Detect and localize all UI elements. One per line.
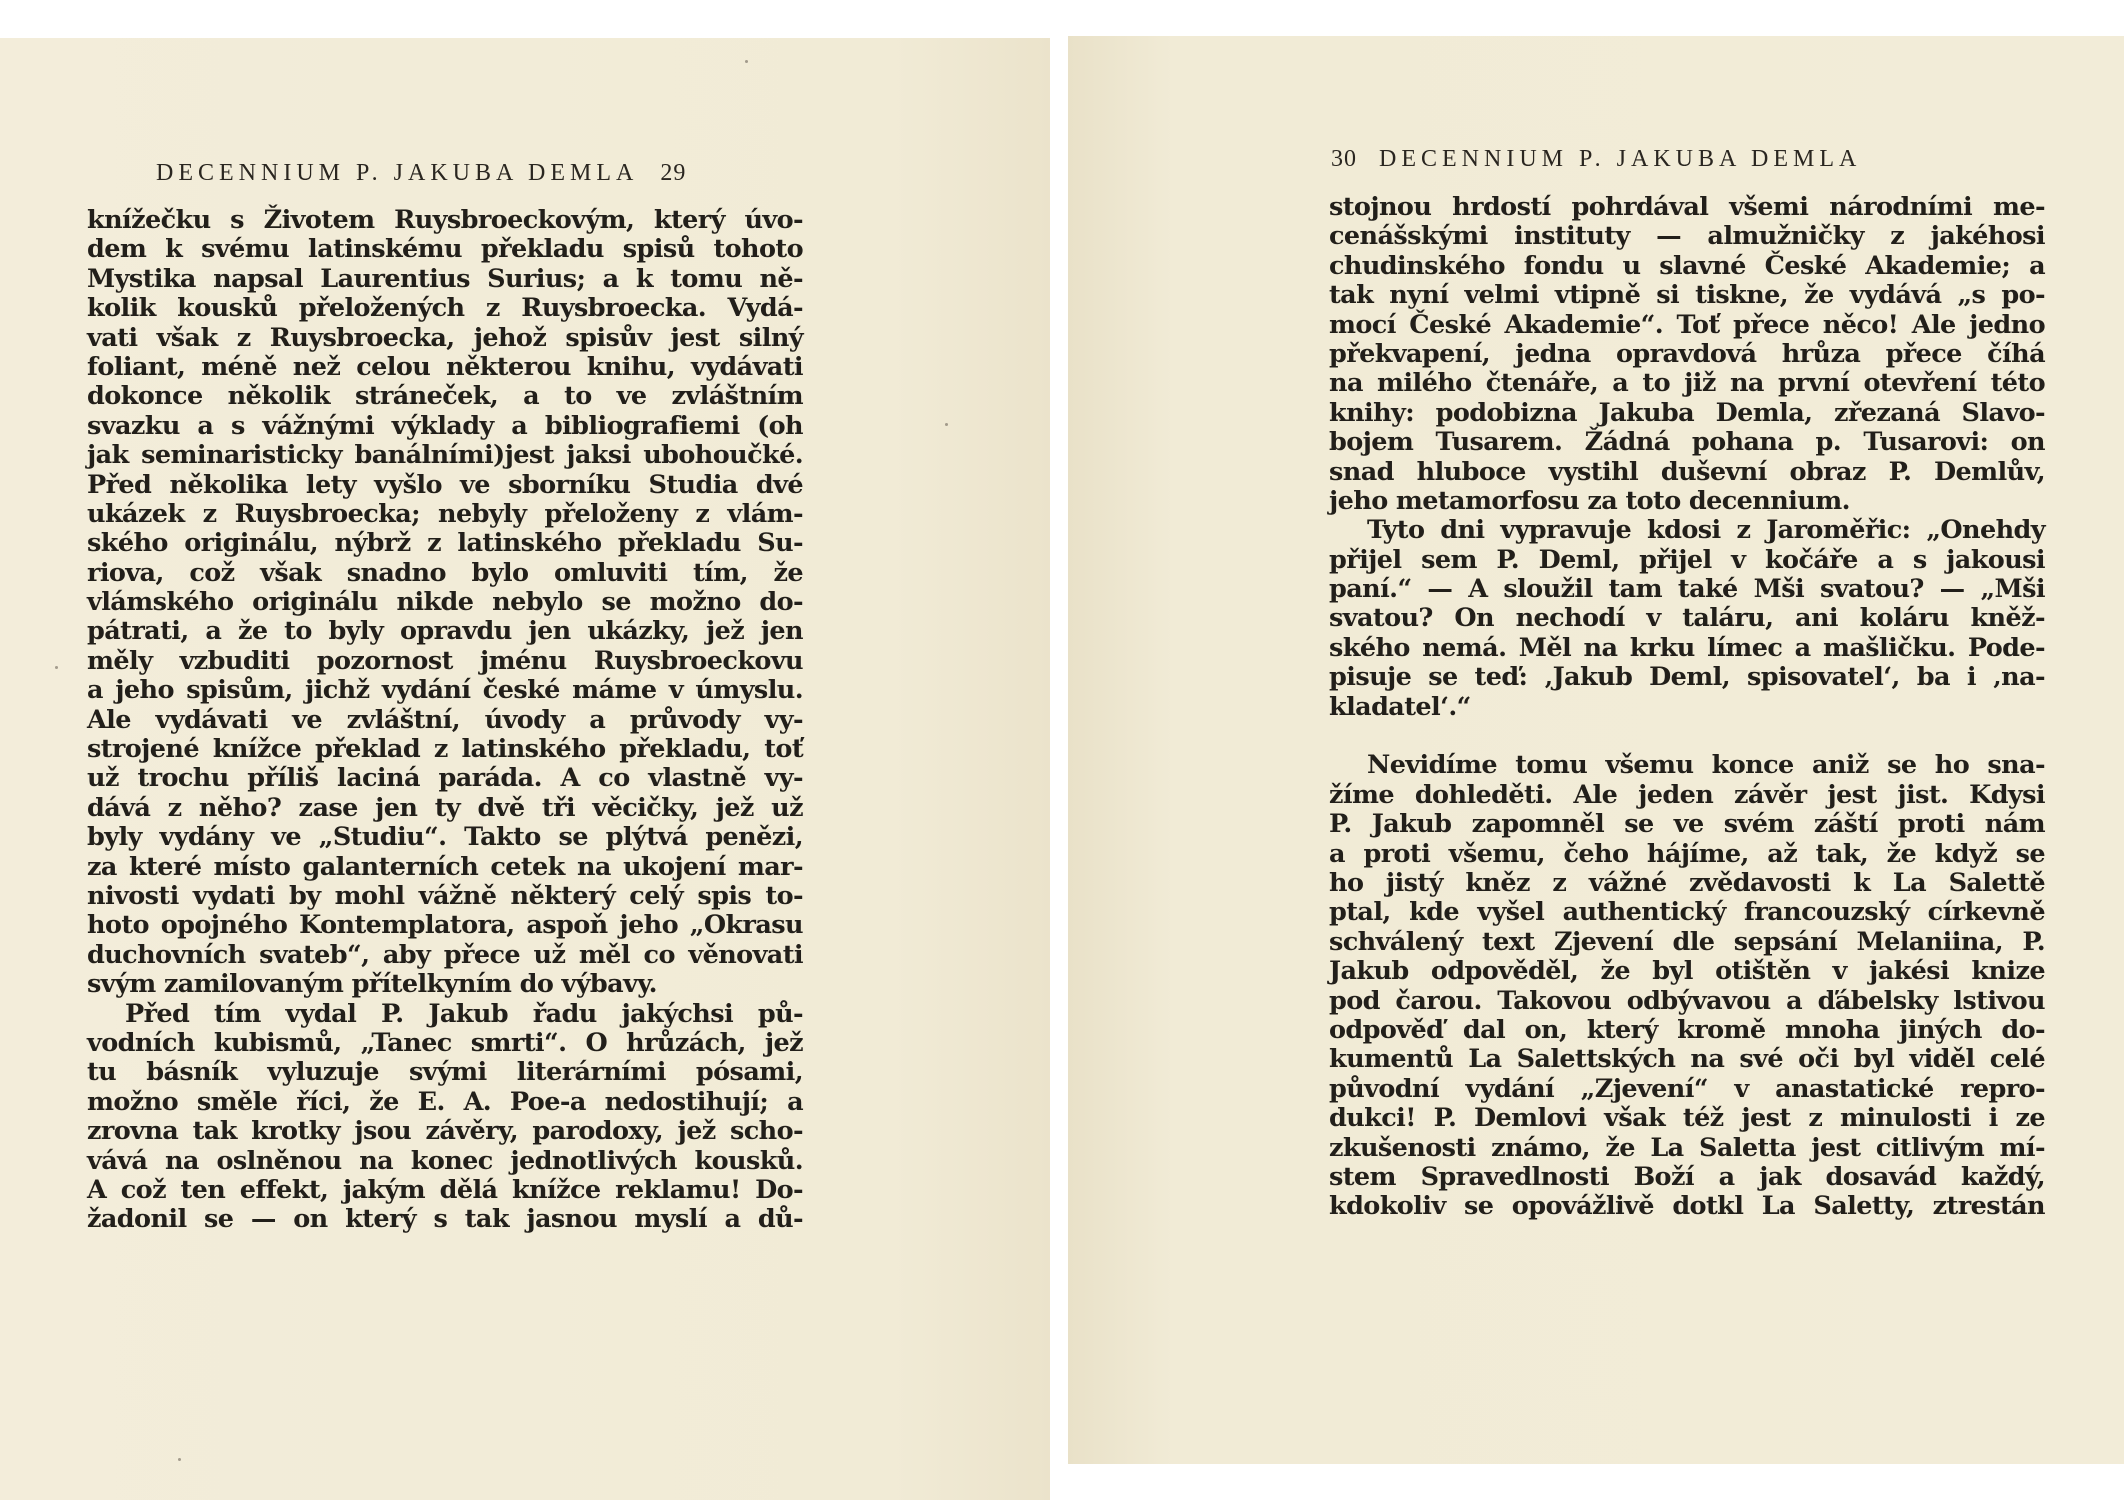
text-line: tak nyní velmi vtipně si tiskne, že vydává „s po- <box>1329 280 2045 311</box>
text-line: kolik kousků přeložených z Ruysbroecka. Vydá- <box>87 293 803 324</box>
text-line: zrovna tak krotky jsou závěry, parodoxy, jež scho- <box>87 1116 803 1147</box>
text-line: duchovních svateb“, aby přece už měl co věnovati <box>87 939 803 970</box>
body-text-left <box>87 206 803 1235</box>
text-line: kladatel‘.“ <box>1329 691 1471 722</box>
left-page <box>0 38 1050 1500</box>
text-line: za které místo galanterních cetek na ukojení mar- <box>87 851 803 882</box>
text-line: Jakub odpověděl, že byl otištěn v jakési knize <box>1329 956 2045 987</box>
text-line: svým zamilovaným přítelkyním do výbavy. <box>87 969 657 1000</box>
text-line: pisuje se teď: ‚Jakub Deml, spisovatel‘, ba i ‚na- <box>1329 662 2045 693</box>
text-line: chudinského fondu u slavné České Akademie; a <box>1329 250 2045 281</box>
text-line: zkušenosti známo, že La Saletta jest citlivým mí- <box>1329 1132 2045 1163</box>
text-line: cenášskými instituty — almužničky z jakéhosi <box>1329 221 2045 252</box>
text-line: riova, což však snadno bylo omluviti tím, že <box>87 557 803 588</box>
running-header-left <box>156 160 686 187</box>
text-line: P. Jakub zapomněl se ve svém záští proti nám <box>1329 809 2045 840</box>
text-line: byly vydány ve „Studiu“. Takto se plýtvá penězi, <box>87 822 803 853</box>
text-line: původní vydání „Zjevení“ v anastatické repro- <box>1329 1073 2045 1104</box>
text-line: kumentů La Salettských na své oči byl viděl celé <box>1329 1044 2045 1075</box>
text-line: vává na oslněnou na konec jednotlivých kousků. <box>87 1145 803 1176</box>
text-line: snad hluboce vystihl duševní obraz P. Demlův, <box>1329 456 2045 487</box>
page-number: 29 <box>660 160 687 186</box>
text-line: a jeho spisům, jichž vydání české máme v úmyslu. <box>87 675 803 706</box>
text-line: pátrati, a že to byly opravdu jen ukázky, jež jen <box>87 616 803 647</box>
text-line: knížečku s Životem Ruysbroeckovým, který úvo- <box>87 205 803 235</box>
text-line: žíme dohleděti. Ale jeden závěr jest jist. Kdysi <box>1329 779 2045 810</box>
text-line: A což ten effekt, jakým dělá knížce reklamu! Do- <box>87 1174 803 1205</box>
text-line: ukázek z Ruysbroecka; nebyly přeloženy z vlám- <box>87 498 803 529</box>
text-line: Mystika napsal Laurentius Surius; a k tomu ně- <box>87 263 803 294</box>
text-line: možno směle říci, že E. A. Poe-a nedostihují; a <box>87 1086 803 1117</box>
text-line: mocí České Akademie“. Toť přece něco! Ale jedno <box>1329 309 2045 340</box>
text-line: svatou? On nechodí v taláru, ani koláru kněž- <box>1329 603 2045 634</box>
page-gutter <box>1050 0 1068 1500</box>
text-line: ptal, kde vyšel authentický francouzský církevně <box>1329 897 2045 928</box>
text-line: dává z něho? zase jen ty dvě tři věcičky, jež už <box>87 792 803 823</box>
page-number: 30 <box>1331 146 1357 172</box>
text-line: bojem Tusarem. Žádná pohana p. Tusarovi: on <box>1329 427 2045 458</box>
text-line: vodních kubismů, „Tanec smrti“. O hrůzách, jež <box>87 1027 803 1058</box>
running-header-right <box>1331 146 1861 173</box>
text-line: Před tím vydal P. Jakub řadu jakýchsi pů- <box>125 998 803 1029</box>
text-line: dem k svému latinskému překladu spisů tohoto <box>87 234 803 265</box>
text-line: pod čarou. Takovou odbývavou a ďábelsky lstivou <box>1329 985 2045 1016</box>
text-line: ského nemá. Měl na krku límec a mašličku. Pode- <box>1329 632 2045 663</box>
text-line: svazku a s vážnými výklady a bibliografiemi (oh <box>87 410 803 441</box>
body-text-right <box>1329 193 2045 1222</box>
text-line: dukci! P. Demlovi však též jest z minulosti i ze <box>1329 1103 2045 1134</box>
text-line: hoto opojného Kontemplatora, aspoň jeho „Okrasu <box>87 910 803 941</box>
text-line: ho jistý kněz z vážné zvědavosti k La Salettě <box>1329 867 2045 898</box>
text-line: foliant, méně než celou některou knihu, vydávati <box>87 351 803 382</box>
text-line: na milého čtenáře, a to již na první otevření této <box>1329 368 2045 399</box>
text-line: Tyto dni vypravuje kdosi z Jaroměřic: „Onehdy <box>1367 515 2045 546</box>
text-line: knihy: podobizna Jakuba Demla, zřezaná Slavo- <box>1329 397 2045 428</box>
right-page <box>1068 36 2124 1464</box>
text-line: jak seminaristicky banálními)jest jaksi ubohoučké. <box>87 440 803 471</box>
text-line: tu básník vyluzuje svými literárními pósami, <box>87 1057 803 1088</box>
text-line: ského originálu, nýbrž z latinského překladu Su- <box>87 528 803 559</box>
paper-speck <box>178 1458 181 1461</box>
text-line: Ale vydávati ve zvláštní, úvody a průvody vy- <box>87 704 803 735</box>
text-line: přijel sem P. Deml, přijel v kočáře a s jakousi <box>1329 544 2045 575</box>
header-title: DECENNIUM P. JAKUBA DEMLA <box>1379 146 1862 172</box>
text-line: jeho metamorfosu za toto decennium. <box>1329 485 1850 516</box>
text-line: Nevidíme tomu všemu konce aniž se ho sna- <box>1367 750 2045 781</box>
text-line: paní.“ — A sloužil tam také Mši svatou? — „Mši <box>1329 574 2045 605</box>
paper-speck <box>945 423 948 426</box>
text-line: už trochu příliš laciná paráda. A co vlastně vy- <box>87 763 803 794</box>
text-line: žadonil se — on který s tak jasnou myslí a dů- <box>87 1204 803 1235</box>
text-line: překvapení, jedna opravdová hrůza přece číhá <box>1329 338 2045 369</box>
text-line: nivosti vydati by mohl vážně některý celý spis to- <box>87 880 803 911</box>
text-line: vlámského originálu nikde nebylo se možno do- <box>87 587 803 618</box>
paper-speck <box>745 60 748 63</box>
text-line: Před několika lety vyšlo ve sborníku Studia dvé <box>87 469 803 500</box>
paper-speck <box>55 666 58 669</box>
text-line: stem Spravedlnosti Boží a jak dosavád každý, <box>1329 1161 2045 1192</box>
text-line: odpověď dal on, který kromě mnoha jiných do- <box>1329 1014 2045 1045</box>
text-line: kdokoliv se opovážlivě dotkl La Saletty, ztrestán <box>1329 1191 2045 1222</box>
text-line: strojené knížce překlad z latinského překladu, toť <box>87 734 803 765</box>
text-line: dokonce několik stráneček, a to ve zvláštním <box>87 381 803 412</box>
header-title: DECENNIUM P. JAKUBA DEMLA <box>156 160 639 186</box>
text-line: schválený text Zjevení dle sepsání Melaniina, P. <box>1329 926 2045 957</box>
text-line: stojnou hrdostí pohrdával všemi národními me- <box>1329 192 2045 222</box>
text-line: vati však z Ruysbroecka, jehož spisův jest silný <box>87 322 803 353</box>
text-line: a proti všemu, čeho hájíme, až tak, že když se <box>1329 838 2045 869</box>
text-line: měly vzbuditi pozornost jménu Ruysbroeckovu <box>87 645 803 676</box>
